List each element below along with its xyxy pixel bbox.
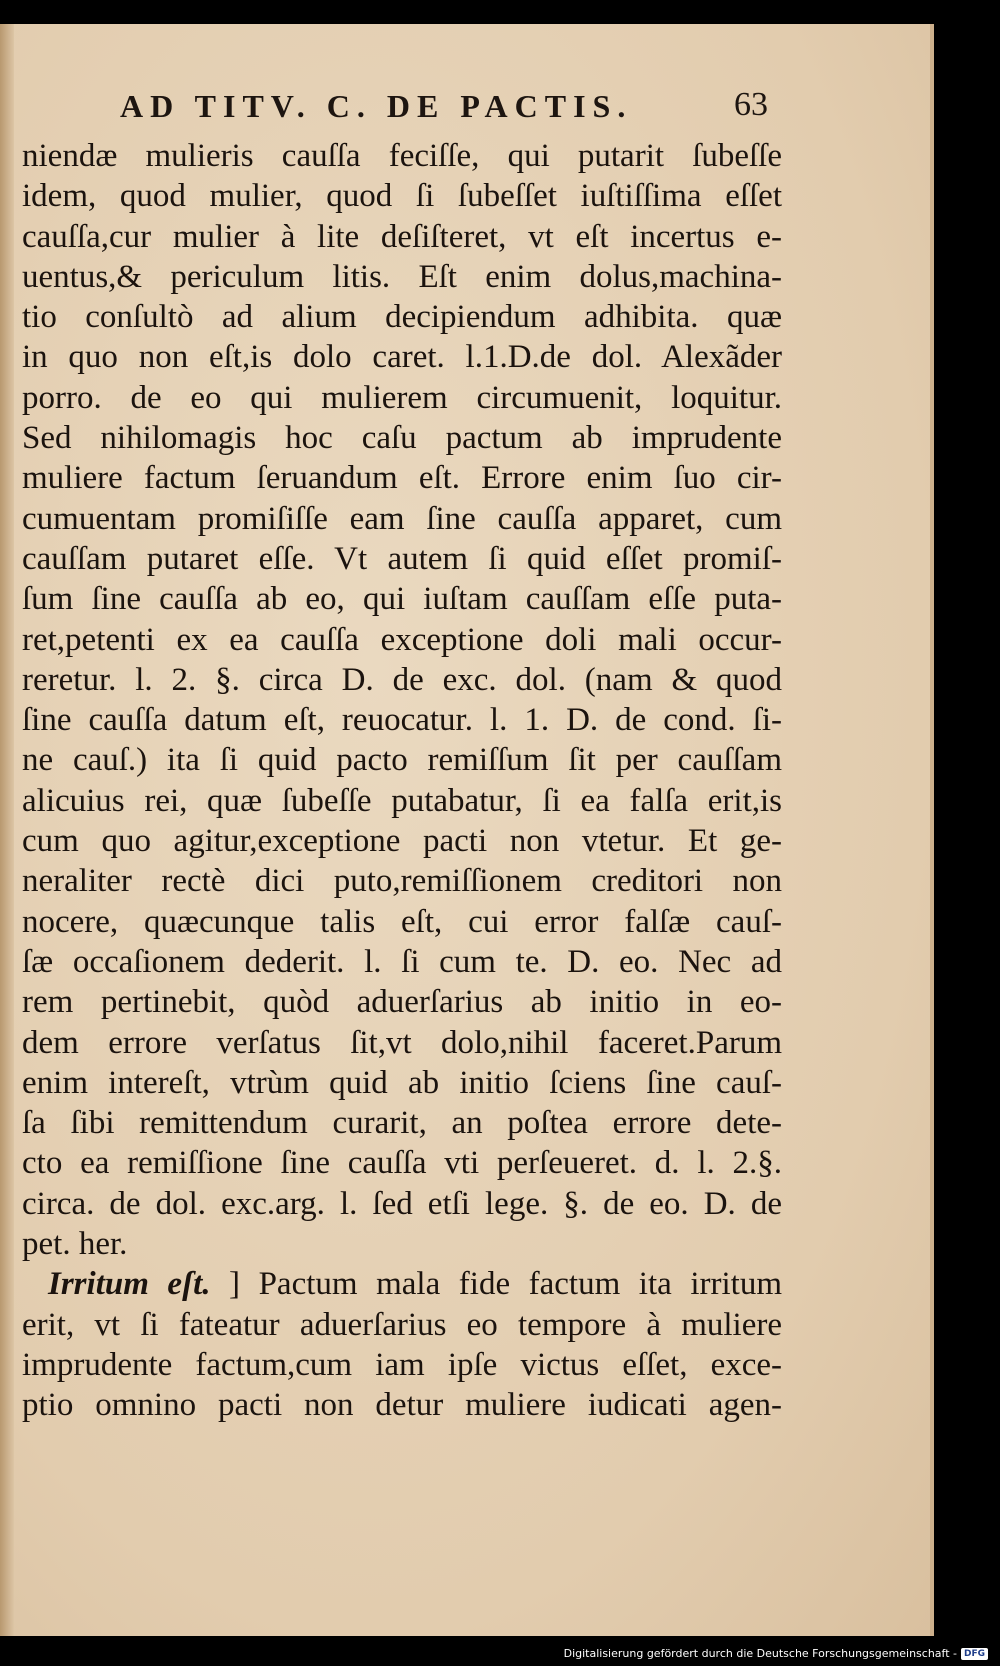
digitization-credit: [564, 1647, 988, 1660]
text-line: ne cauſ.) ita ſi quid pacto remiſſum ſit per cauſſam: [22, 742, 782, 779]
lemma-label: Irritum eſt.: [48, 1266, 211, 1303]
text-line: pet. her.: [22, 1226, 128, 1263]
body-text: [22, 136, 782, 1426]
text-line: idem, quod mulier, quod ſi ſubeſſet iuſtiſſima eſſet: [22, 178, 782, 215]
text-line: cum quo agitur,exceptione pacti non vtetur. Et ge-: [22, 823, 782, 860]
text-line: neraliter rectè dici puto,remiſſionem creditori non: [22, 863, 782, 900]
text-line: uentus,& periculum litis. Eſt enim dolus,machina-: [22, 258, 782, 295]
text-line: enim intereſt, vtrùm quid ab initio ſciens ſine cauſ-: [22, 1064, 782, 1101]
text-line: tio conſultò ad alium decipiendum adhibita. quæ: [22, 299, 782, 336]
page-gutter: [0, 24, 14, 1636]
text-line: imprudente factum,cum iam ipſe victus eſſet, exce-: [22, 1346, 782, 1383]
text-line: cauſſa,cur mulier à lite deſiſteret, vt eſt incertus e-: [22, 218, 782, 255]
credit-text: Digitalisierung gefördert durch die Deutsche Forschungsgemeinschaft -: [563, 1647, 957, 1660]
text-line: circa. de dol. exc.arg. l. ſed etſi lege. §. de eo. D. de: [22, 1185, 782, 1222]
text-line: ptio omnino pacti non detur muliere iudicati agen-: [22, 1387, 782, 1424]
text-line: ret,petenti ex ea cauſſa exceptione doli mali occur-: [22, 621, 782, 658]
text-line: alicuius rei, quæ ſubeſſe putabatur, ſi ea falſa erit,is: [22, 782, 782, 819]
text-line: ſa ſibi remittendum curarit, an poſtea errore dete-: [22, 1105, 782, 1142]
text-line: erit, vt ſi fateatur aduerſarius eo tempore à muliere: [22, 1306, 782, 1343]
text-line: cto ea remiſſione ſine cauſſa vti perſeueret. d. l. 2.§.: [22, 1145, 782, 1182]
text-line: porro. de eo qui mulierem circumuenit, loquitur.: [22, 379, 782, 416]
text-line: muliere factum ſeruandum eſt. Errore enim ſuo cir-: [22, 460, 782, 497]
dfg-logo-icon[interactable]: DFG: [961, 1648, 988, 1660]
text-line: rem pertinebit, quòd aduerſarius ab initio in eo-: [22, 984, 782, 1021]
text-line: cauſſam putaret eſſe. Vt autem ſi quid eſſet promiſ-: [22, 540, 782, 577]
lemma-text: ] Pactum mala fide factum ita irritum: [229, 1266, 782, 1303]
text-line: cumuentam promiſiſſe eam ſine cauſſa apparet, cum: [22, 500, 782, 537]
text-line: ſine cauſſa datum eſt, reuocatur. l. 1. D. de cond. ſi-: [22, 702, 782, 739]
running-title: AD TITV. C. DE PACTIS.: [120, 88, 633, 124]
text-line: niendæ mulieris cauſſa feciſſe, qui putarit ſubeſſe: [22, 138, 782, 174]
page-number: 63: [734, 86, 768, 123]
text-line: nocere, quæcunque talis eſt, cui error falſæ cauſ-: [22, 903, 782, 940]
lemma-line: [22, 1264, 782, 1304]
text-line: ſæ occaſionem dederit. l. ſi cum te. D. eo. Nec ad: [22, 943, 782, 980]
text-line: Sed nihilomagis hoc caſu pactum ab imprudente: [22, 420, 782, 457]
text-line: ſum ſine cauſſa ab eo, qui iuſtam cauſſam eſſe puta-: [22, 581, 782, 618]
text-line: dem errore verſatus ſit,vt dolo,nihil faceret.Parum: [22, 1024, 782, 1061]
text-line: in quo non eſt,is dolo caret. l.1.D.de dol. Alexãder: [22, 339, 782, 376]
text-line: reretur. l. 2. §. circa D. de exc. dol. (nam & quod: [22, 661, 782, 698]
